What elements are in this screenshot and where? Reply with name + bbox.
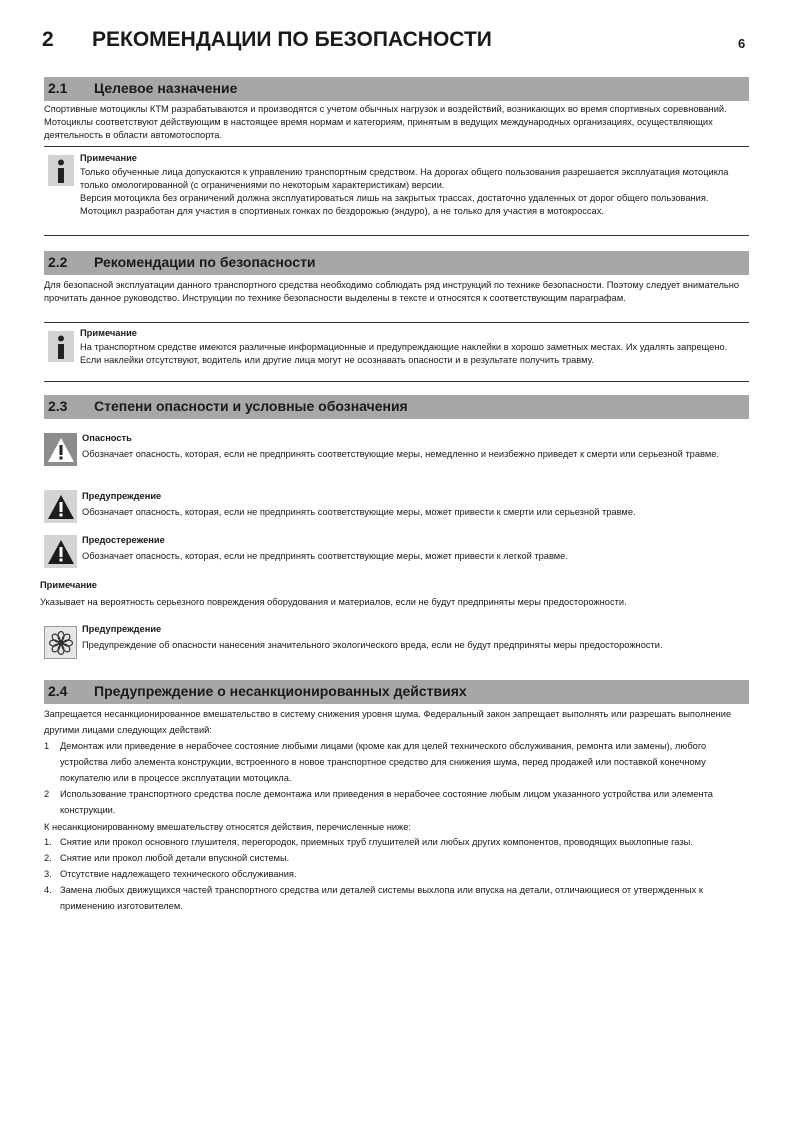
note-text: На транспортном средстве имеются различные информационные и предупреждающие наклейки в хорошо заметных местах. Их удалять запрещено. Если наклейки отсутствуют, водитель или другие лица могут не осознавать опасности и в результате получить травму.: [80, 342, 728, 365]
list-text: Снятие или прокол основного глушителя, перегородок, приемных труб глушителей или любых других компонентов, проводящих выхлопные газы.: [60, 837, 693, 847]
section-intro: Запрещается несанкционированное вмешательство в систему снижения уровня шума. Федеральный закон запрещает выполнять или разрешать выполнение другими лицами следующих действий:: [44, 709, 732, 735]
section-body: Спортивные мотоциклы КТМ разрабатываются и производятся с учетом обычных нагрузок и воздействий, возникающих во время спортивных соревнований. Мотоциклы соответствуют действующим в настоящее время нормам и категориям, принятым в ведущих международных организациях, осуществляющих деятельность в области автомотоспорта.: [44, 104, 727, 140]
section-number: 2.3: [48, 398, 68, 414]
danger-warning-triangle-icon: [44, 433, 77, 466]
section-title: Предупреждение о несанкционированных действиях: [94, 683, 467, 699]
note-text: Указывает на вероятность серьезного повреждения оборудования и материалов, если не будут предприняты меры предосторожности.: [40, 597, 627, 607]
flower-icon: [44, 626, 77, 659]
section-title: Степени опасности и условные обозначения: [94, 398, 408, 414]
note-box: [44, 322, 749, 382]
danger-title: Опасность: [82, 433, 132, 443]
caution-triangle-icon: [44, 535, 77, 568]
list-text: Снятие или прокол любой детали впускной системы.: [60, 853, 290, 863]
section-header-2-1: [44, 77, 749, 101]
section-header-2-4: [44, 680, 749, 704]
section-body: Для безопасной эксплуатации данного транспортного средства необходимо соблюдать ряд инструкций по технике безопасности. Поэтому следует внимательно прочитать данное руководство. Инструкции по технике безопасности выделены в тексте и относятся к соответствующим параграфам.: [44, 280, 740, 303]
list-text: Использование транспортного средства после демонтажа или приведения в нерабочее состояние любым лицом указанного устройства или элемента конструкции.: [60, 789, 713, 815]
section-header-2-2: [44, 251, 749, 275]
info-icon: [48, 331, 74, 362]
danger-text: Обозначает опасность, которая, если не предпринять соответствующие меры, немедленно и неизбежно приведет к смерти или серьезной травме.: [82, 449, 719, 459]
note-box: [44, 146, 749, 236]
section-intro: К несанкционированному вмешательству относятся действия, перечисленные ниже:: [44, 822, 412, 832]
chapter-number: 2: [42, 28, 54, 51]
list-number: 2.: [44, 853, 52, 863]
note-text: [80, 166, 748, 218]
env-text: Предупреждение об опасности нанесения значительного экологического вреда, если не будут предприняты меры предосторожности.: [82, 640, 663, 650]
info-icon: [48, 155, 74, 186]
list-text: Отсутствие надлежащего технического обслуживания.: [60, 869, 297, 879]
list-number: 1: [44, 741, 50, 751]
note-title: Примечание: [80, 328, 137, 338]
section-header-2-3: [44, 395, 749, 419]
note-line: Версия мотоцикла без ограничений должна эксплуатироваться лишь на закрытых трассах, достаточно удаленных от дорог общего пользования.: [80, 193, 709, 203]
warning-title: Предупреждение: [82, 491, 162, 501]
warning-triangle-icon: [44, 490, 77, 523]
note-title: Примечание: [40, 580, 97, 590]
page-number: 6: [738, 36, 746, 51]
env-title: Предупреждение: [82, 624, 162, 634]
list-number: 3.: [44, 869, 52, 879]
chapter-title: РЕКОМЕНДАЦИИ ПО БЕЗОПАСНОСТИ: [92, 28, 492, 51]
caution-text: Обозначает опасность, которая, если не предпринять соответствующие меры, может привести к легкой травме.: [82, 551, 568, 561]
section-number: 2.2: [48, 254, 68, 270]
caution-title: Предостережение: [82, 535, 165, 545]
warning-text: Обозначает опасность, которая, если не предпринять соответствующие меры, может привести к смерти или серьезной травме.: [82, 507, 636, 517]
section-title: Целевое назначение: [94, 80, 238, 96]
section-number: 2.1: [48, 80, 68, 96]
note-line: Только обученные лица допускаются к управлению транспортным средством. На дорогах общего пользования разрешается эксплуатация мотоцикла только омологированной (с ограничениями по некоторым характеристикам) версии.: [80, 167, 729, 190]
list-text: Демонтаж или приведение в нерабочее состояние любыми лицами (кроме как для целей технического обслуживания, ремонта или замены), любого устройства либо элемента конструкции, встроенного в новое транспортное средство для снижения шума, перед продажей или поставкой конечному покупателю или в процессе эксплуатации мотоцикла.: [60, 741, 707, 783]
list-text: Замена любых движущихся частей транспортного средства или деталей системы выхлопа или впуска на детали, отличающиеся от утвержденных к применению изготовителем.: [60, 885, 703, 911]
section-number: 2.4: [48, 683, 68, 699]
note-line: Мотоцикл разработан для участия в спортивных гонках по бездорожью (эндуро), а не только для участия в мотокроссах.: [80, 206, 604, 216]
list-number: 2: [44, 789, 50, 799]
section-title: Рекомендации по безопасности: [94, 254, 316, 270]
list-number: 1.: [44, 837, 52, 847]
list-number: 4.: [44, 885, 52, 895]
note-title: Примечание: [80, 153, 137, 163]
